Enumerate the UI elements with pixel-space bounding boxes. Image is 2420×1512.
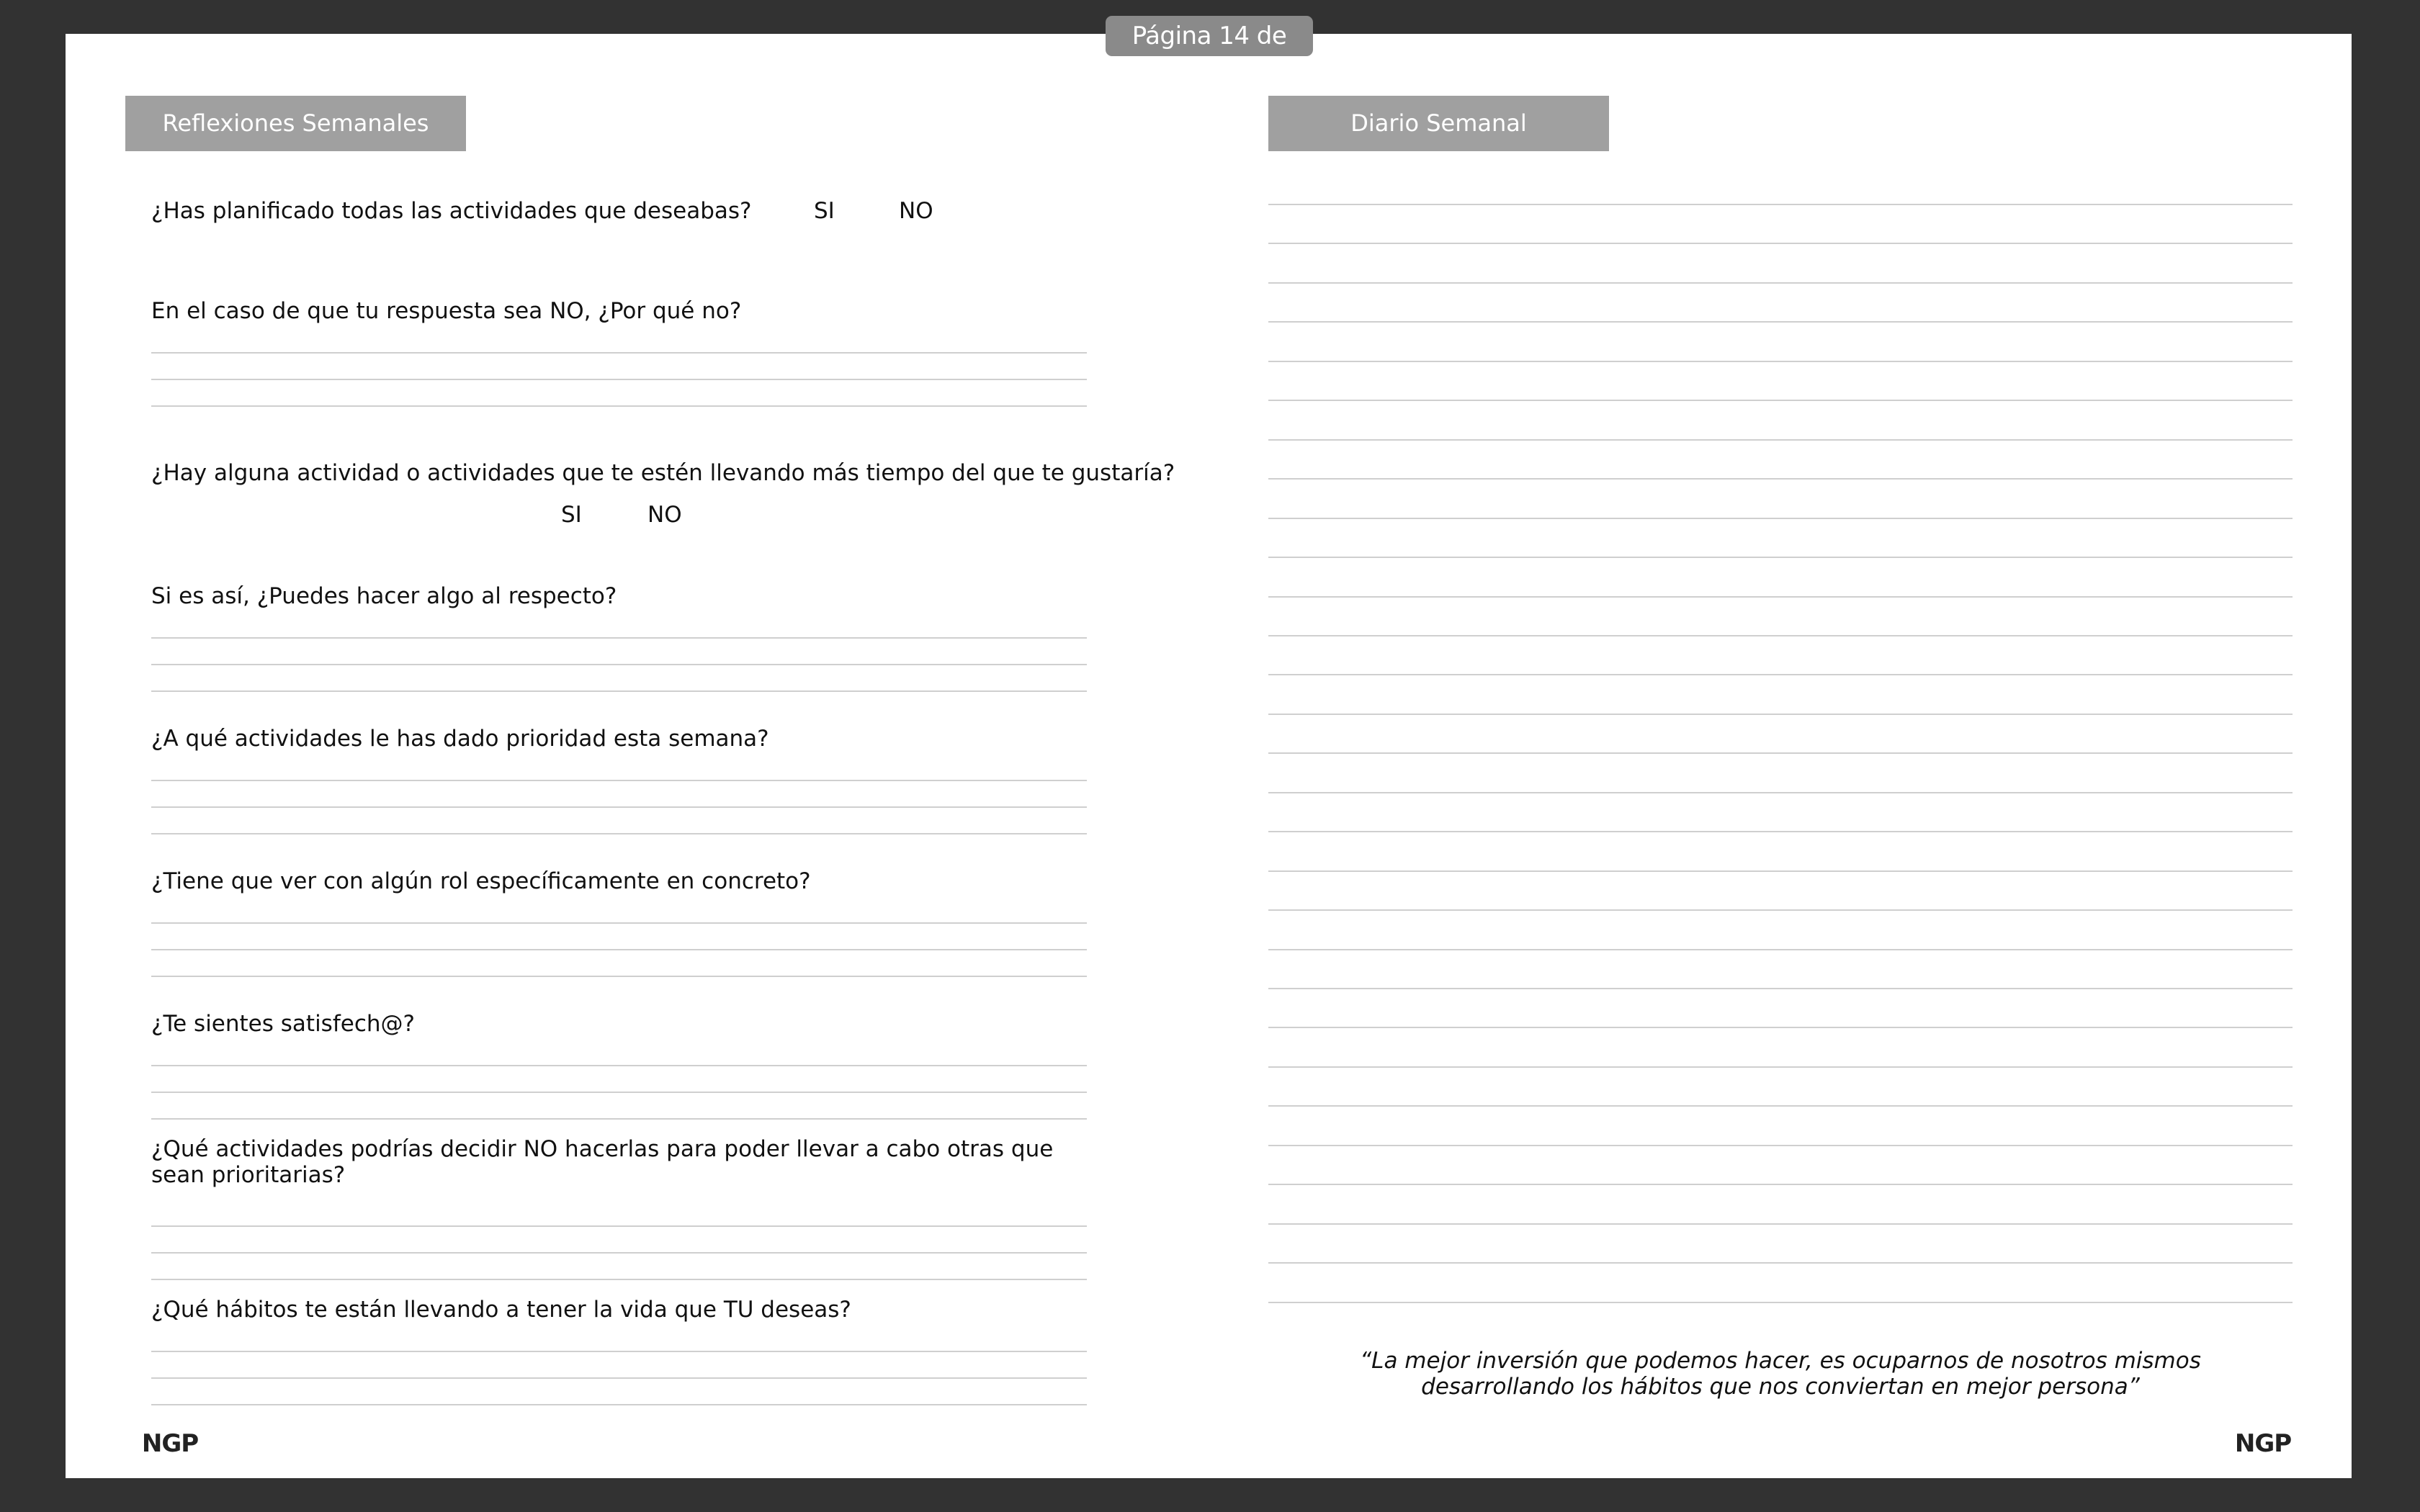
answer-line[interactable] bbox=[151, 352, 1087, 354]
page-indicator: Página 14 de 115 bbox=[1106, 16, 1313, 56]
option-si: SI bbox=[814, 198, 835, 224]
answer-line[interactable] bbox=[151, 379, 1087, 380]
answer-line[interactable] bbox=[151, 1092, 1087, 1093]
diary-line[interactable] bbox=[1268, 1066, 2293, 1068]
diary-line[interactable] bbox=[1268, 988, 2293, 989]
section-header-reflexiones: Reflexiones Semanales bbox=[125, 96, 466, 151]
answer-line[interactable] bbox=[151, 690, 1087, 692]
question-role: ¿Tiene que ver con algún rol específicamente en concreto? bbox=[151, 868, 811, 894]
answer-line[interactable] bbox=[151, 1252, 1087, 1254]
answer-line[interactable] bbox=[151, 1404, 1087, 1405]
diary-line[interactable] bbox=[1268, 949, 2293, 950]
diary-line[interactable] bbox=[1268, 635, 2293, 636]
option-si: SI bbox=[561, 502, 582, 528]
question-satisfied: ¿Te sientes satisfech@? bbox=[151, 1011, 415, 1037]
diary-line[interactable] bbox=[1268, 792, 2293, 793]
svg-text:NGP: NGP bbox=[141, 1429, 199, 1457]
option-no: NO bbox=[647, 502, 682, 528]
answer-line[interactable] bbox=[151, 637, 1087, 639]
diary-line[interactable] bbox=[1268, 321, 2293, 323]
answer-line[interactable] bbox=[151, 833, 1087, 834]
diary-line[interactable] bbox=[1268, 478, 2293, 480]
diary-line[interactable] bbox=[1268, 870, 2293, 872]
answer-line[interactable] bbox=[151, 806, 1087, 808]
diary-line[interactable] bbox=[1268, 282, 2293, 284]
question-can-do-something: Si es así, ¿Puedes hacer algo al respecto? bbox=[151, 583, 617, 609]
quote-line: “La mejor inversión que podemos hacer, es ocuparnos de nosotros mismos bbox=[1360, 1348, 2201, 1374]
diary-line[interactable] bbox=[1268, 596, 2293, 598]
answer-line[interactable] bbox=[151, 1377, 1087, 1379]
question-priorities: ¿A qué actividades le has dado prioridad esta semana? bbox=[151, 726, 769, 752]
diary-line[interactable] bbox=[1268, 1223, 2293, 1225]
option-no: NO bbox=[899, 198, 933, 224]
ngp-logo bbox=[138, 1428, 202, 1457]
diary-line[interactable] bbox=[1268, 557, 2293, 558]
diary-line[interactable] bbox=[1268, 243, 2293, 244]
answer-line[interactable] bbox=[151, 1225, 1087, 1227]
section-header-diario: Diario Semanal bbox=[1268, 96, 1609, 151]
diary-line[interactable] bbox=[1268, 909, 2293, 911]
answer-line[interactable] bbox=[151, 780, 1087, 781]
answer-line[interactable] bbox=[151, 1118, 1087, 1120]
answer-line[interactable] bbox=[151, 976, 1087, 977]
document-page bbox=[66, 34, 2352, 1478]
diary-line[interactable] bbox=[1268, 204, 2293, 205]
diary-line[interactable] bbox=[1268, 400, 2293, 401]
answer-line[interactable] bbox=[151, 405, 1087, 407]
ngp-logo bbox=[2231, 1428, 2295, 1457]
answer-line[interactable] bbox=[151, 922, 1087, 924]
diary-line[interactable] bbox=[1268, 518, 2293, 519]
answer-line[interactable] bbox=[151, 1279, 1087, 1280]
answer-line[interactable] bbox=[151, 1351, 1087, 1352]
diary-line[interactable] bbox=[1268, 1145, 2293, 1146]
diary-line[interactable] bbox=[1268, 361, 2293, 362]
diary-line[interactable] bbox=[1268, 439, 2293, 441]
question-why-not: En el caso de que tu respuesta sea NO, ¿Por qué no? bbox=[151, 298, 742, 324]
answer-line[interactable] bbox=[151, 664, 1087, 665]
motivational-quote bbox=[1268, 1348, 2293, 1400]
diary-line[interactable] bbox=[1268, 1302, 2293, 1303]
svg-text:NGP: NGP bbox=[2234, 1429, 2292, 1457]
diary-line[interactable] bbox=[1268, 674, 2293, 675]
diary-line[interactable] bbox=[1268, 714, 2293, 715]
question-time-consuming: ¿Hay alguna actividad o actividades que te estén llevando más tiempo del que te gustaría? bbox=[151, 460, 1175, 486]
diary-line[interactable] bbox=[1268, 752, 2293, 754]
answer-line[interactable] bbox=[151, 949, 1087, 950]
diary-line[interactable] bbox=[1268, 1262, 2293, 1264]
diary-line[interactable] bbox=[1268, 1105, 2293, 1107]
question-habits: ¿Qué hábitos te están llevando a tener la vida que TU deseas? bbox=[151, 1297, 851, 1323]
diary-line[interactable] bbox=[1268, 1027, 2293, 1028]
answer-line[interactable] bbox=[151, 1065, 1087, 1066]
question-stop-doing: ¿Qué actividades podrías decidir NO hacerlas para poder llevar a cabo otras que sean prioritarias? bbox=[151, 1136, 1054, 1188]
diary-line[interactable] bbox=[1268, 1184, 2293, 1185]
quote-line: desarrollando los hábitos que nos conviertan en mejor persona” bbox=[1421, 1374, 2140, 1400]
diary-line[interactable] bbox=[1268, 831, 2293, 832]
question-planned-all: ¿Has planificado todas las actividades que deseabas? bbox=[151, 198, 752, 224]
